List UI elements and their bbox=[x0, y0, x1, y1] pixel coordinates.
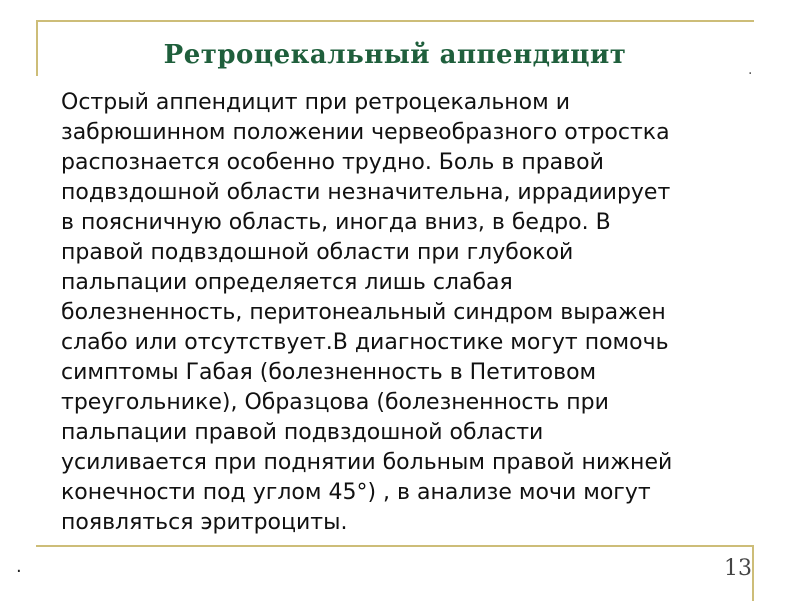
corner-dot-top: . bbox=[748, 62, 753, 78]
body-line: пальпации определяется лишь слабая bbox=[61, 270, 513, 295]
body-line: конечности под углом 45°) , в анализе мочи могут bbox=[61, 480, 651, 505]
body-line: распознается особенно трудно. Боль в правой bbox=[61, 150, 604, 175]
body-line: слабо или отсутствует.В диагностике могут помочь bbox=[61, 330, 669, 355]
top-border-line bbox=[36, 20, 754, 22]
body-line: усиливается при поднятии больным правой нижней bbox=[61, 450, 673, 475]
page-number: 13 bbox=[724, 556, 752, 581]
slide-body-text bbox=[61, 88, 767, 538]
body-line: подвздошной области незначительна, иррадиирует bbox=[61, 180, 671, 205]
body-line: появляться эритроциты. bbox=[61, 510, 348, 535]
body-line: правой подвздошной области при глубокой bbox=[61, 240, 574, 265]
body-line: треугольнике), Образцова (болезненность при bbox=[61, 390, 609, 415]
slide-title: Ретроцекальный аппендицит bbox=[163, 40, 627, 70]
body-line: в поясничную область, иногда вниз, в бедро. В bbox=[61, 210, 611, 235]
bottom-border-line bbox=[36, 545, 754, 547]
corner-dot-bottom: . bbox=[16, 556, 22, 577]
body-line: болезненность, перитонеальный синдром выражен bbox=[61, 300, 666, 325]
body-line: Острый аппендицит при ретроцекальном и bbox=[61, 90, 571, 115]
right-border-line bbox=[752, 545, 754, 601]
body-line: симптомы Габая (болезненность в Петитовом bbox=[61, 360, 597, 385]
body-line: пальпации правой подвздошной области bbox=[61, 420, 544, 445]
body-line: забрюшинном положении червеобразного отростка bbox=[61, 120, 670, 145]
